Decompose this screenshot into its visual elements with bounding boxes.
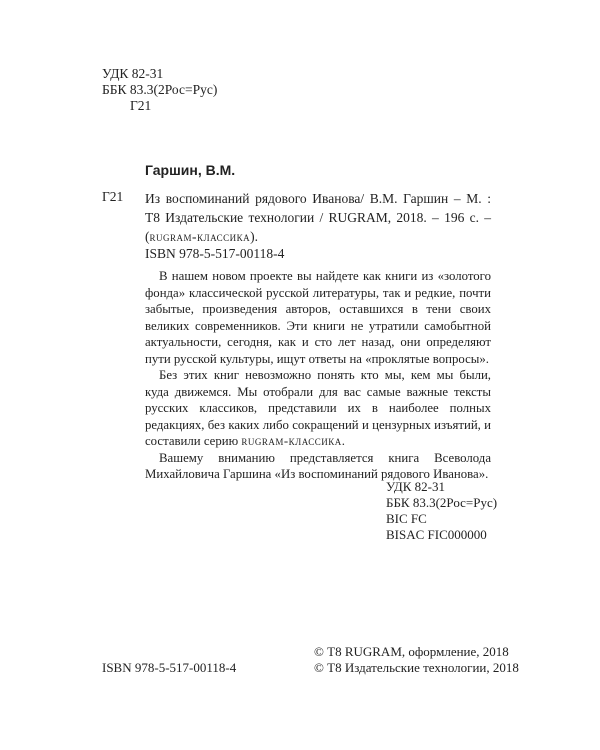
series-line (145, 227, 491, 246)
bisac-code: BISAC FIC000000 (386, 527, 487, 542)
copyright-line-1: © Т8 RUGRAM, оформление, 2018 (314, 644, 509, 659)
isbn-bottom: ISBN 978-5-517-00118-4 (102, 660, 237, 675)
bbk-code: ББК 83.3(2Рос=Рус) (102, 82, 218, 97)
series-open: ( (145, 229, 150, 244)
annotation-paragraph-2-end: . (341, 434, 345, 448)
annotation-paragraph-2 (145, 367, 491, 450)
author-mark: Г21 (130, 98, 152, 113)
author-heading: Гаршин, В.М. (145, 162, 236, 178)
isbn-record: ISBN 978-5-517-00118-4 (145, 246, 285, 261)
annotation-paragraph-2-text: Без этих книг невозможно понять кто мы, кем мы были, куда движемся. Мы отобрали для вас самые важные тексты русских классиков, представили их в наиболее полных редакциях, без каких либо сокращений и цензурных изъятий, и составили серию (145, 368, 491, 448)
copyright-line-2: © Т8 Издательские технологии, 2018 (314, 660, 519, 675)
annotation (145, 268, 491, 483)
author-mark-record: Г21 (102, 189, 124, 204)
title-line-1: Из воспоминаний рядового Иванова/ В.М. Гаршин – М. : (145, 191, 491, 206)
udk-code: УДК 82-31 (102, 66, 164, 81)
series-name: rugram-классика (149, 229, 251, 244)
udk-code-right: УДК 82-31 (386, 479, 446, 494)
copyright-notice (314, 644, 519, 676)
bic-code: BIC FC (386, 511, 427, 526)
bbk-code-right: ББК 83.3(2Рос=Рус) (386, 495, 498, 510)
classification-codes-right (386, 479, 497, 543)
series-name-inline: rugram-классика (241, 434, 342, 448)
classification-codes-top (102, 66, 217, 114)
title-line-2: Т8 Издательские технологии / RUGRAM, 2018. – 196 с. – (145, 210, 491, 225)
annotation-paragraph-1: В нашем новом проекте вы найдете как книги из «золотого фонда» классической русской литературы, так и редкие, почти забытые, произведения авторов, оставшихся в тени своих великих современников. Эти книги не утратили самобытной актуальности, сегодня, как и сто лет назад, они определяют пути русской культуры, ищут ответы на «проклятые вопросы». (145, 269, 491, 366)
annotation-paragraph-3: Вашему вниманию представляется книга Всеволода Михайловича Гаршина «Из воспоминаний рядового Иванова». (145, 450, 491, 481)
bibliographic-description (145, 189, 491, 246)
series-close: ). (250, 229, 259, 244)
